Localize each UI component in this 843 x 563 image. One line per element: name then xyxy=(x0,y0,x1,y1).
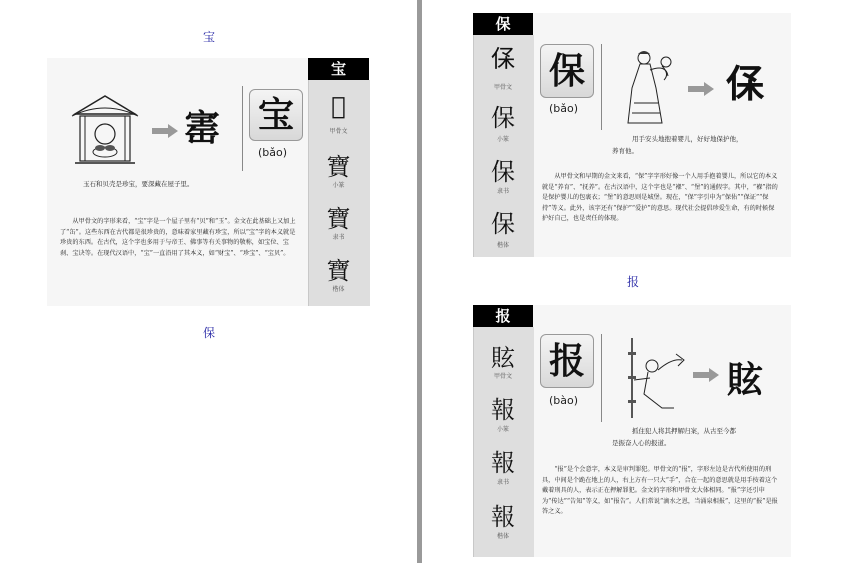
char-badge-bao: 宝 xyxy=(308,58,369,80)
separator-line xyxy=(242,86,243,171)
form-label-oracle: 甲骨文 xyxy=(329,128,348,135)
form-glyph-regular: 保 xyxy=(491,210,515,238)
big-char-bao-report: 报 xyxy=(540,334,594,388)
form-glyph-oracle: 𡧧 xyxy=(331,92,346,120)
body-text-bao: 从甲骨文的字形来看，“宝”字是一个屋子里有“贝”和“玉”。金文在此基础上又加上了“缶”。这些东西在古代都是很珍贵的，意味着家里藏有珍宝，所以“宝”字的本义就是珍贵的东西。在古代，这个字也多用于与帝王、佛事等有关事物的敬称，如宝位、宝刹、宝诀等。在现代汉语中，“宝”一直沿用了其本义，如“财宝”、“珍宝”、“宝贝”。 xyxy=(60,218,296,257)
prisoner-illustration xyxy=(622,336,686,420)
form-glyph-clerical: 報 xyxy=(491,449,515,477)
form-glyph-clerical: 寶 xyxy=(326,205,351,233)
arrow-icon xyxy=(688,82,714,96)
form-label-seal: 小篆 xyxy=(496,426,509,433)
separator-line xyxy=(601,334,602,422)
form-label-oracle: 甲骨文 xyxy=(493,373,512,380)
form-glyph-seal: 報 xyxy=(491,396,515,424)
separator-line xyxy=(601,44,602,130)
form-label-clerical: 隶书 xyxy=(332,234,345,241)
caption-bao-protect-line2: 养育他。 xyxy=(612,147,638,155)
body-text-bao-protect: 从甲骨文和早期的金文来看，“保”字字形好像一个人用手抱着婴儿，所以它的本义就是“养育”、“抚养”。在古汉语中，这个字也是“褓”、“堡”的通假字。其中，“褓”指的是保护婴儿的包裹衣；“堡”的意思则是城堡。现在，“保”字引申为“保佑”“保证”“保持”等义。此外，该字还有“保护”“爱护”的意思。现代社会提倡珍爱生命，有的时候保护好自己，也是责任的体现。 xyxy=(542,173,778,222)
form-glyph-clerical: 保 xyxy=(491,158,515,186)
char-badge-bao-protect: 保 xyxy=(473,13,533,35)
form-label-clerical: 隶书 xyxy=(496,479,509,486)
form-label-seal: 小篆 xyxy=(332,182,345,189)
form-label-seal: 小篆 xyxy=(496,136,509,143)
mother-baby-illustration xyxy=(622,48,680,130)
form-label-clerical: 隶书 xyxy=(496,188,509,195)
char-badge-bao-report: 报 xyxy=(473,305,533,327)
pinyin-bao-report: (bào) xyxy=(549,394,579,407)
form-glyph-seal: 寶 xyxy=(326,153,351,181)
pinyin-bao: (bǎo) xyxy=(258,146,288,159)
caption-bao: 玉石和贝壳是珍宝，要深藏在屋子里。 xyxy=(83,180,194,188)
caption-bao-protect-line1: 用手安头地抱着婴儿，好好地保护他， xyxy=(632,135,743,143)
ancient-glyph-bao-report: 䝮 xyxy=(727,359,764,401)
form-label-regular: 楷体 xyxy=(332,286,345,293)
house-illustration xyxy=(70,92,140,167)
form-label-regular: 楷体 xyxy=(496,242,509,249)
form-glyph-regular: 寶 xyxy=(326,257,351,285)
arrow-icon xyxy=(152,124,178,138)
form-glyph-oracle: 𠈃 xyxy=(491,45,515,73)
section-heading-bao: 宝 xyxy=(202,30,215,44)
section-heading-bao-protect: 保 xyxy=(202,326,215,340)
page-divider xyxy=(417,0,422,563)
caption-bao-report-line1: 抓住犯人将其押解归案，从古至今都 xyxy=(632,427,736,435)
big-char-bao: 宝 xyxy=(249,89,303,141)
form-label-regular: 楷体 xyxy=(496,533,509,540)
form-glyph-seal: 保 xyxy=(491,104,515,132)
caption-bao-report-line2: 是振奋人心的报道。 xyxy=(612,439,671,447)
body-text-bao-report: “报”是个会意字，本义是审判罪犯。甲骨文的“报”，字形左边是古代所使用的刑具，中间是个跪在地上的人，右上方有一只大“手”，合在一起的意思就是用手按着这个戴着刑具的人，表示正在押解罪犯。金文的字形和甲骨文大体相同。“报”字还引申为“传达”“告知”等义，如“报告”。人们常说“滴水之恩，当涌泉相报”，这里的“报”是报答之义。 xyxy=(542,466,778,515)
form-label-oracle: 甲骨文 xyxy=(493,84,512,91)
big-char-bao-protect: 保 xyxy=(540,44,594,98)
form-glyph-regular: 報 xyxy=(491,503,515,531)
section-heading-bao-report: 报 xyxy=(626,275,639,289)
arrow-icon xyxy=(693,368,719,382)
pinyin-bao-protect: (bǎo) xyxy=(549,102,579,115)
form-glyph-oracle: 䝮 xyxy=(491,344,515,372)
ancient-glyph-bao: 寚 xyxy=(184,107,221,149)
ancient-glyph-bao-protect: 𠈃 xyxy=(726,61,765,106)
